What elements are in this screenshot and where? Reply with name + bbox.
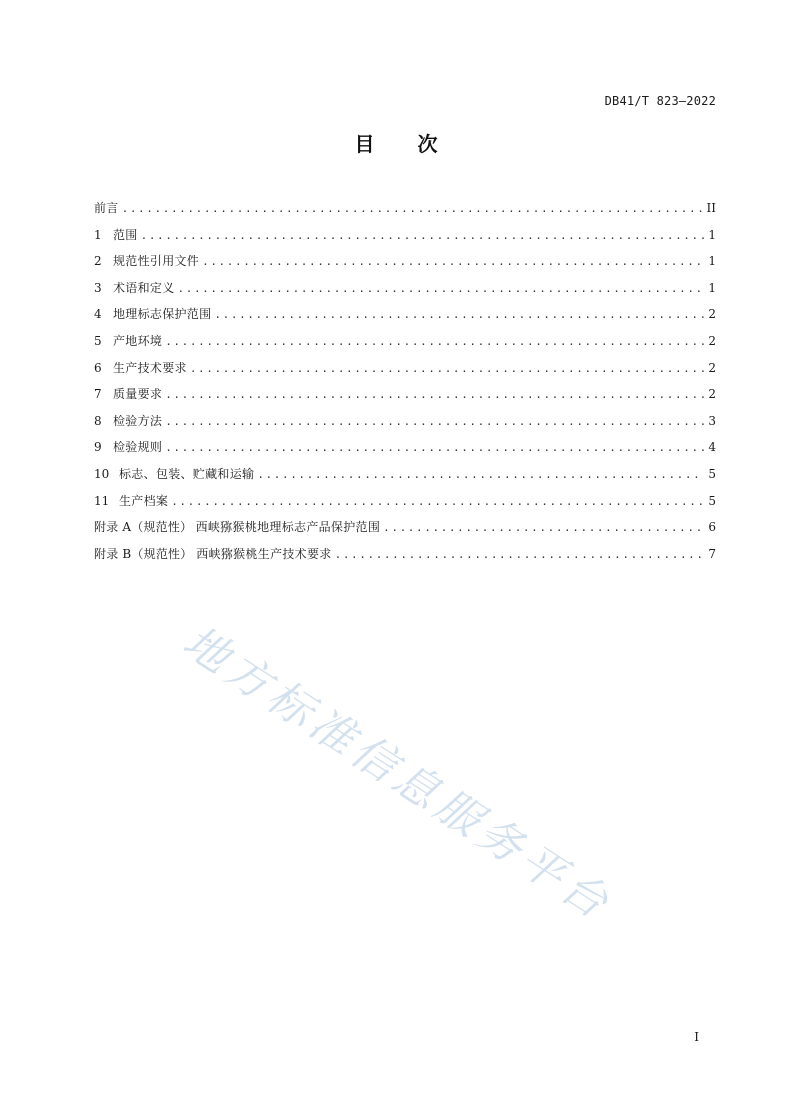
toc-entry-foreword[interactable]	[94, 199, 716, 226]
toc-entry-number: 4	[94, 307, 102, 322]
toc-entry-label: 检验规则	[113, 440, 163, 455]
toc-entry-11[interactable]	[94, 492, 716, 519]
toc-entry-6[interactable]	[94, 359, 716, 386]
toc-entry-sublabel: 西峡猕猴桃地理标志产品保护范围	[195, 520, 381, 535]
toc-leader-dots	[214, 308, 704, 321]
toc-entry-page: 2	[708, 307, 716, 322]
toc-entry-page: 4	[708, 440, 716, 455]
toc-entry-3[interactable]	[94, 279, 716, 306]
toc-entry-page: 1	[708, 227, 716, 242]
toc-entry-label: 质量要求	[113, 387, 163, 402]
toc-entry-7[interactable]	[94, 385, 716, 412]
toc-leader-dots	[165, 388, 704, 401]
toc-entry-page: 2	[708, 387, 716, 402]
toc-entry-label: 标志、包装、贮藏和运输	[119, 466, 255, 481]
toc-entry-label: 产地环境	[113, 333, 163, 348]
toc-entry-page: 5	[708, 466, 716, 481]
toc-entry-appendix-b[interactable]	[94, 545, 716, 572]
toc-entry-number: 10	[94, 466, 110, 481]
toc-entry-number: 9	[94, 440, 102, 455]
toc-entry-page: 6	[708, 520, 716, 535]
toc-leader-dots	[335, 548, 704, 561]
toc-entry-10[interactable]	[94, 465, 716, 492]
toc-entry-number: 8	[94, 413, 102, 428]
toc-title: 目 次	[354, 132, 456, 156]
toc-entry-number: 1	[94, 227, 102, 242]
toc-entry-page: 3	[708, 413, 716, 428]
toc-leader-dots	[165, 415, 704, 428]
toc-entry-label: 附录 A（规范性）	[94, 520, 193, 535]
toc-entry-4[interactable]	[94, 305, 716, 332]
toc-entry-number: 7	[94, 387, 102, 402]
toc-entry-8[interactable]	[94, 412, 716, 439]
toc-entry-page: 2	[708, 360, 716, 375]
toc-entry-number: 2	[94, 254, 102, 269]
toc-entry-page: 5	[708, 493, 716, 508]
toc-entry-5[interactable]	[94, 332, 716, 359]
table-of-contents	[94, 199, 716, 571]
toc-leader-dots	[202, 255, 704, 268]
toc-leader-dots	[190, 362, 704, 375]
toc-entry-number: 11	[94, 493, 110, 508]
page-number: I	[694, 1030, 699, 1044]
toc-entry-label: 规范性引用文件	[113, 254, 200, 269]
toc-entry-label: 术语和定义	[113, 280, 175, 295]
toc-entry-page: 1	[708, 254, 716, 269]
toc-entry-label: 范围	[113, 227, 138, 242]
toc-entry-page: 2	[708, 333, 716, 348]
toc-entry-number: 3	[94, 280, 102, 295]
toc-entry-page: 7	[708, 546, 716, 561]
toc-leader-dots	[122, 202, 703, 215]
toc-entry-sublabel: 西峡猕猴桃生产技术要求	[196, 546, 332, 561]
toc-entry-9[interactable]	[94, 438, 716, 465]
watermark: 地方标准信息服务平台	[173, 616, 622, 932]
toc-entry-label: 检验方法	[113, 413, 163, 428]
toc-entry-label: 前言	[94, 201, 119, 215]
toc-leader-dots	[383, 521, 704, 534]
toc-entry-number: 5	[94, 333, 102, 348]
toc-entry-label: 附录 B（规范性）	[94, 546, 193, 561]
document-code: DB41/T 823—2022	[604, 94, 716, 108]
toc-entry-label: 生产技术要求	[113, 360, 187, 375]
toc-entry-page: II	[706, 201, 716, 215]
toc-entry-1[interactable]	[94, 226, 716, 253]
toc-leader-dots	[257, 468, 704, 481]
toc-entry-label: 生产档案	[119, 493, 169, 508]
toc-leader-dots	[165, 441, 704, 454]
toc-leader-dots	[171, 495, 704, 508]
toc-leader-dots	[165, 335, 704, 348]
toc-entry-page: 1	[708, 280, 716, 295]
toc-leader-dots	[141, 229, 704, 242]
toc-leader-dots	[178, 282, 704, 295]
toc-entry-number: 6	[94, 360, 102, 375]
toc-entry-2[interactable]	[94, 252, 716, 279]
toc-entry-label: 地理标志保护范围	[113, 307, 212, 322]
toc-entry-appendix-a[interactable]	[94, 518, 716, 545]
